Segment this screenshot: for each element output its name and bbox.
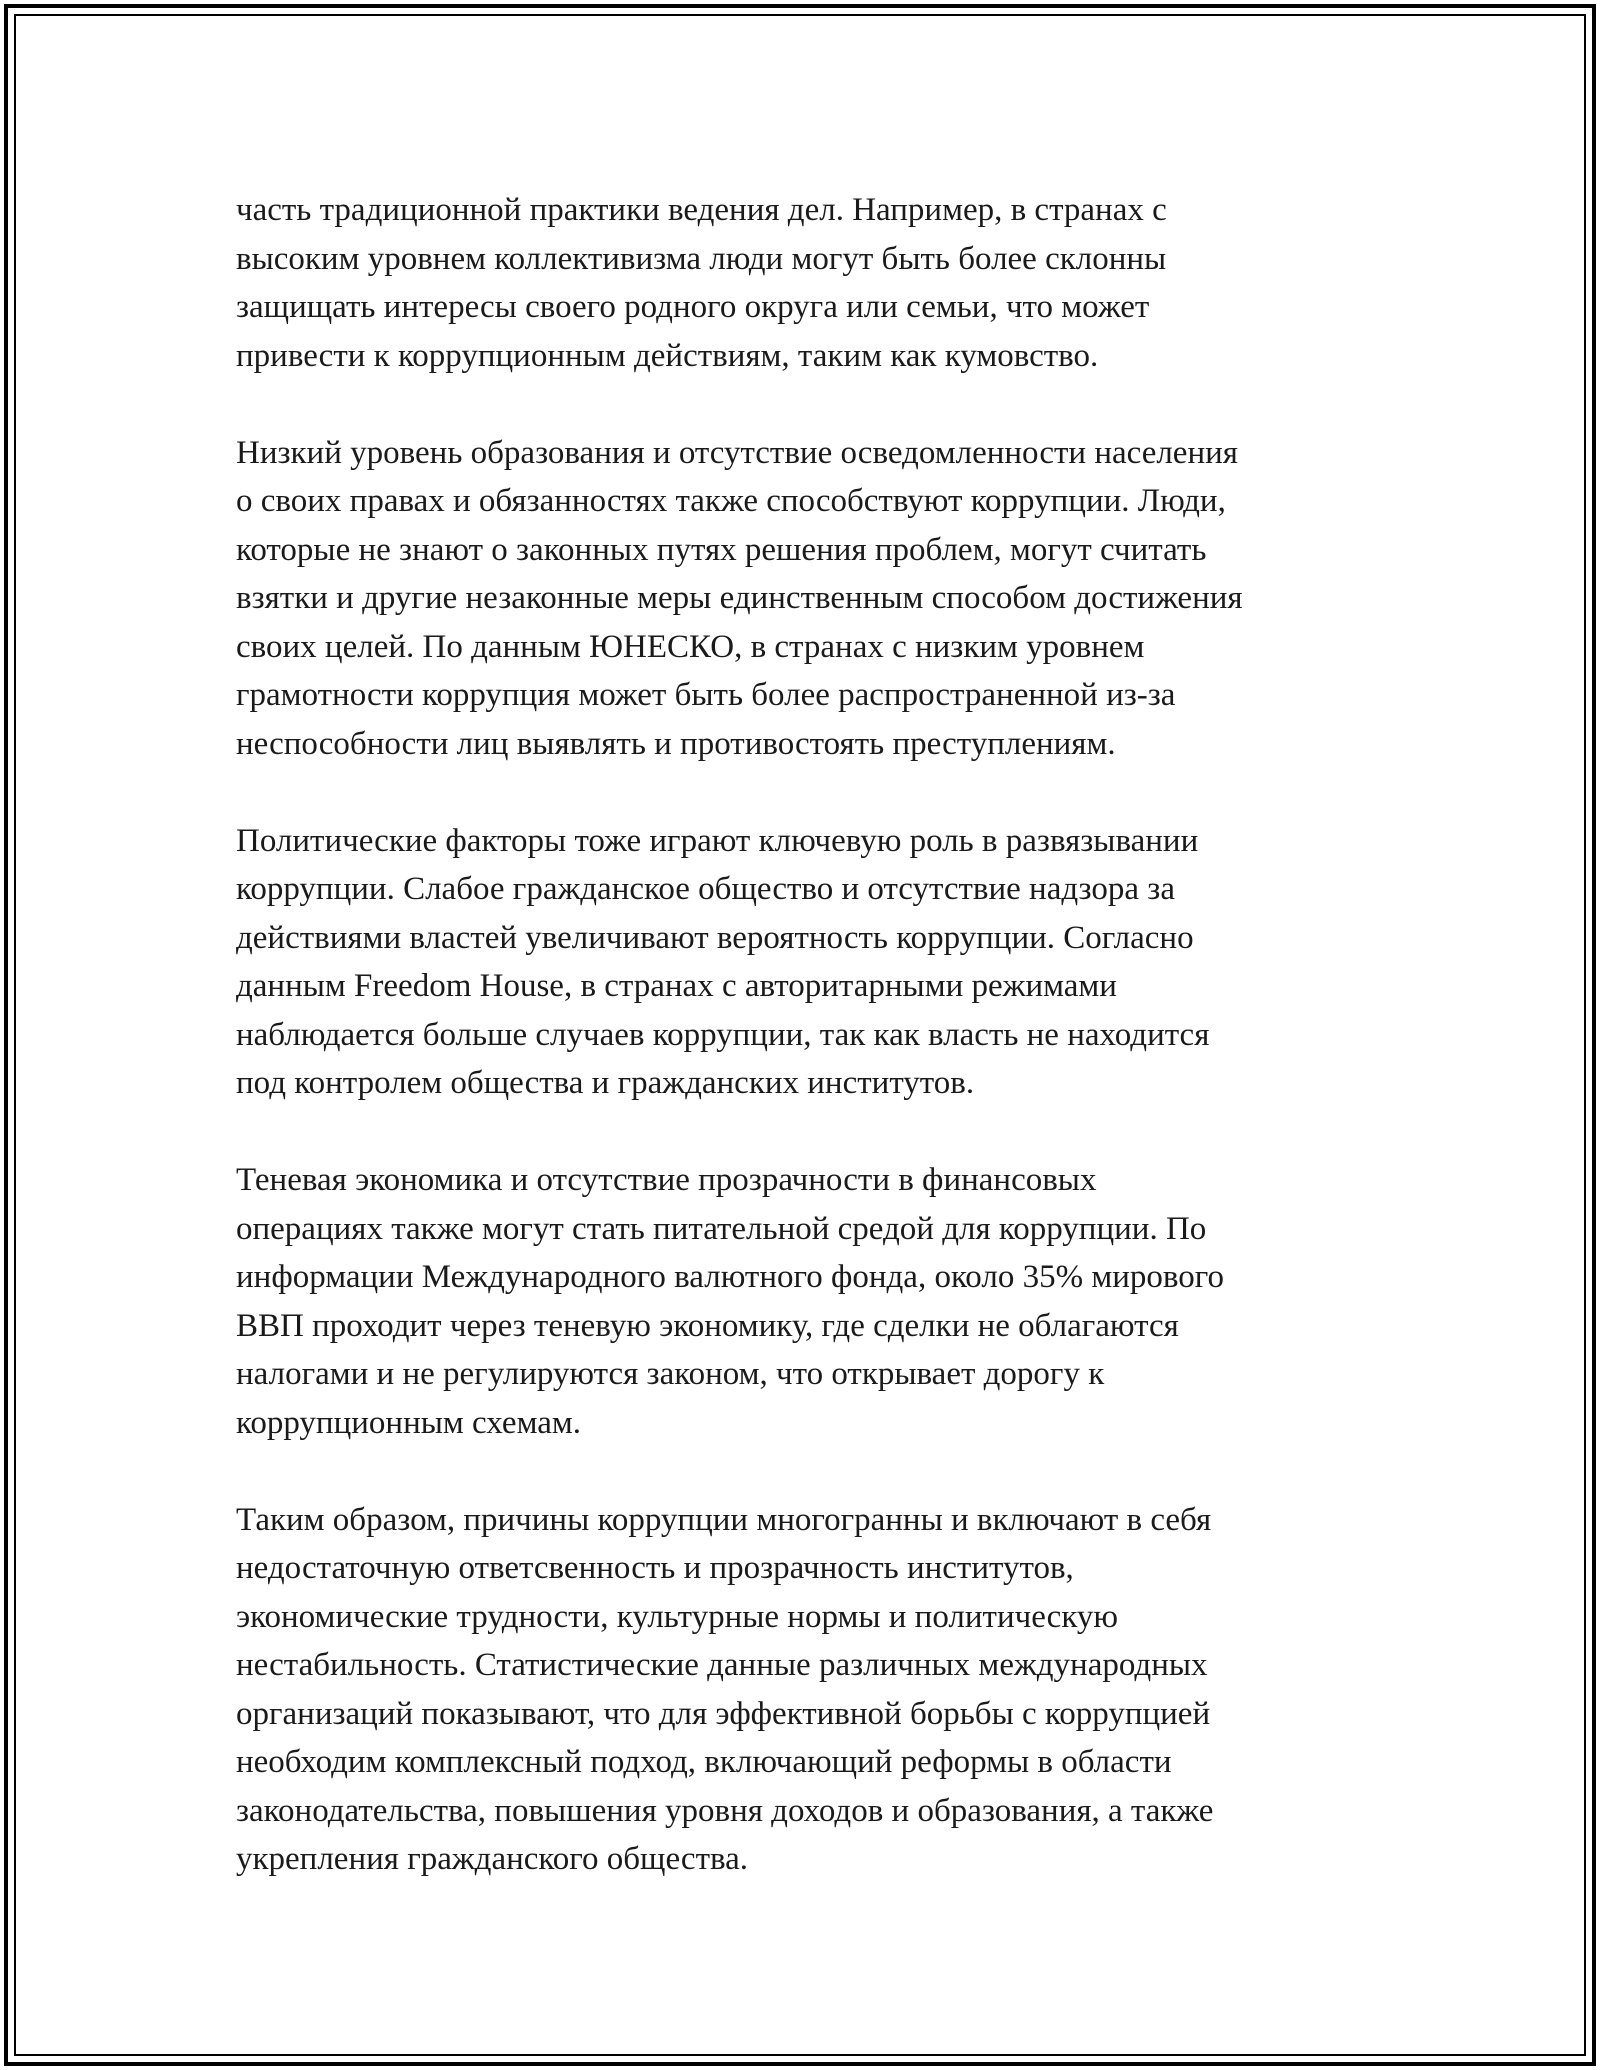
text-line: операциях также могут стать питательной средой для коррупции. По xyxy=(236,1210,1207,1247)
text-line: Таким образом, причины коррупции многогранны и включают в себя xyxy=(236,1501,1212,1538)
text-line: коррупционным схемам. xyxy=(236,1404,582,1441)
text-line: неспособности лиц выявлять и противостоять преступлениям. xyxy=(236,725,1116,762)
text-line: о своих правах и обязанностях также способствуют коррупции. Люди, xyxy=(236,483,1226,519)
text-line: недостаточную ответсвенность и прозрачность институтов, xyxy=(236,1550,1074,1586)
paragraph-4 xyxy=(236,1156,1386,1447)
text-line: нестабильность. Статистические данные различных международных xyxy=(236,1647,1208,1683)
text-line: налогами и не регулируются законом, что открывает дорогу к xyxy=(236,1356,1105,1392)
text-line: Низкий уровень образования и отсутствие осведомленности населения xyxy=(236,434,1238,471)
text-line: Политические факторы тоже играют ключевую роль в развязывании xyxy=(236,822,1199,859)
paragraph-2 xyxy=(236,429,1386,769)
text-line: данным Freedom House, в странах с авторитарными режимами xyxy=(236,968,1117,1004)
text-line: информации Международного валютного фонда, около 35% мирового xyxy=(236,1259,1224,1295)
text-line: высоким уровнем коллективизма люди могут быть более склонны xyxy=(236,240,1167,277)
text-line: ВВП проходит через теневую экономику, где сделки не облагаются xyxy=(236,1307,1179,1344)
text-line: наблюдается больше случаев коррупции, так как власть не находится xyxy=(236,1016,1210,1053)
text-line: укрепления гражданского общества. xyxy=(236,1841,749,1877)
text-line: Теневая экономика и отсутствие прозрачности в финансовых xyxy=(236,1162,1097,1198)
text-line: которые не знают о законных путях решения проблем, могут считать xyxy=(236,531,1207,568)
text-line: под контролем общества и гражданских институтов. xyxy=(236,1065,975,1101)
text-line: коррупции. Слабое гражданское общество и отсутствие надзора за xyxy=(236,871,1175,907)
document-body xyxy=(236,186,1386,1884)
text-line: организаций показывают, что для эффективной борьбы с коррупцией xyxy=(236,1695,1211,1732)
text-line: законодательства, повышения уровня доходов и образования, а также xyxy=(236,1792,1214,1829)
text-line: действиями властей увеличивают вероятность коррупции. Согласно xyxy=(236,919,1194,956)
paragraph-1 xyxy=(236,186,1386,380)
text-line: привести к коррупционным действиям, таким как кумовство. xyxy=(236,337,1099,374)
paragraph-5 xyxy=(236,1496,1386,1884)
text-line: своих целей. По данным ЮНЕСКО, в странах с низким уровнем xyxy=(236,628,1145,665)
paragraph-3 xyxy=(236,817,1386,1108)
text-line: защищать интересы своего родного округа или семьи, что может xyxy=(236,289,1150,325)
text-line: необходим комплексный подход, включающий реформы в области xyxy=(236,1744,1172,1780)
text-line: экономические трудности, культурные нормы и политическую xyxy=(236,1598,1119,1635)
text-line: часть традиционной практики ведения дел. Например, в странах с xyxy=(236,192,1167,228)
text-line: грамотности коррупция может быть более распространенной из-за xyxy=(236,677,1176,713)
text-line: взятки и другие незаконные меры единственным способом достижения xyxy=(236,580,1243,616)
